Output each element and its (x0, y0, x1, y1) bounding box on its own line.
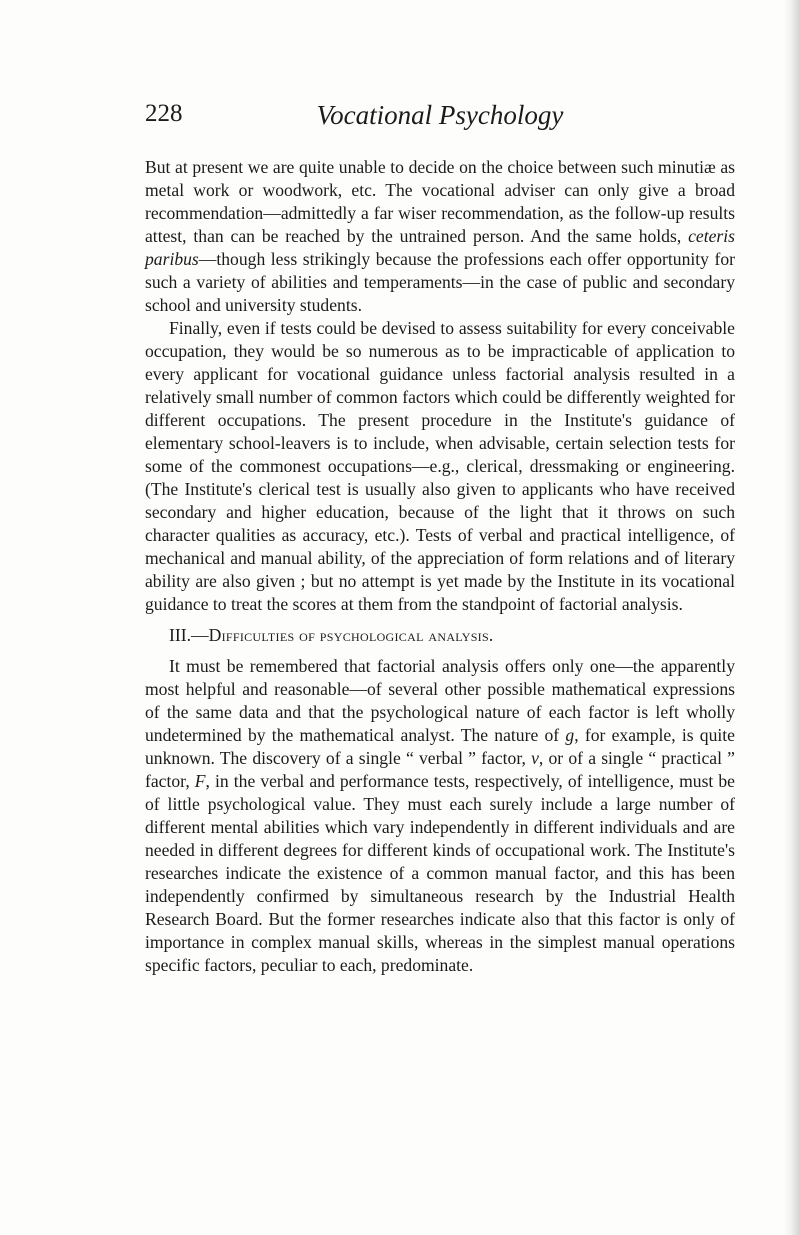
section-number: III.— (169, 625, 209, 645)
paragraph-3 (145, 655, 735, 977)
paragraph-3-symbol-g: g (565, 725, 575, 745)
paragraph-1 (145, 156, 735, 317)
page-edge-shadow (784, 0, 800, 1235)
paragraph-3-text-c: , or of a single “ practical ” factor, (145, 748, 735, 791)
page-header (145, 100, 735, 140)
section-heading (169, 624, 735, 647)
paragraph-3-symbol-F: F (194, 771, 206, 791)
body-text (145, 156, 735, 977)
paragraph-3-text-b: , for example, is quite unknown. The discovery of a single “ verbal ” factor, (145, 725, 735, 768)
paragraph-3-text-a: It must be remembered that factorial analysis offers only one—the apparently most helpful and reasonable—of several other possible mathematical expressions of the same data and that the psychological nature of each factor is left wholly undetermined by the mathematical analyst. The nature of (145, 656, 735, 745)
paragraph-1-italic: ceteris paribus (145, 226, 735, 269)
paragraph-3-text-d: , in the verbal and performance tests, respectively, of intelligence, must be of little psychological value. They must each surely include a large number of different mental abilities which vary independently in different individuals and are needed in different degrees for different kinds of occupational work. The Institute's researches indicate the existence of a common manual factor, and this has been independently confirmed by simultaneous research by the Industrial Health Research Board. But the former researches indicate also that this factor is only of importance in complex manual skills, whereas in the simplest manual operations specific factors, peculiar to each, predominate. (145, 771, 735, 975)
paragraph-2: Finally, even if tests could be devised to assess suitability for every conceivable occupation, they would be so numerous as to be impracticable of application to every applicant for vocational guidance unless factorial analysis resulted in a relatively small number of common factors which could be differently weighted for different occupations. The present procedure in the Institute's guidance of elementary school-leavers is to include, when advisable, certain selection tests for some of the commonest occupations—e.g., clerical, dressmaking or engineering. (The Institute's clerical test is usually also given to applicants who have received secondary and higher education, because of the light that it throws on such character qualities as accuracy, etc.). Tests of verbal and practical intelligence, of mechanical and manual ability, of the appreciation of form relations and of literary ability are also given ; but no attempt is yet made by the Institute in its vocational guidance to treat the scores at them from the standpoint of factorial analysis. (145, 318, 735, 614)
running-title: Vocational Psychology (316, 100, 564, 130)
page-number: 228 (145, 100, 183, 127)
section-title: Difficulties of psychological analysis. (208, 625, 494, 645)
paragraph-1-text-a: But at present we are quite unable to decide on the choice between such minutiæ as metal work or woodwork, etc. The vocational adviser can only give a broad recommendation—admittedly a far wiser recommendation, as the follow-up results attest, than can be reached by the untrained person. And the same holds, (145, 157, 735, 246)
paragraph-3-symbol-v: v (531, 748, 539, 768)
paragraph-1-text-b: —though less strikingly because the professions each offer opportunity for such a variety of abilities and temperaments—in the case of public and secondary school and university students. (145, 249, 735, 315)
